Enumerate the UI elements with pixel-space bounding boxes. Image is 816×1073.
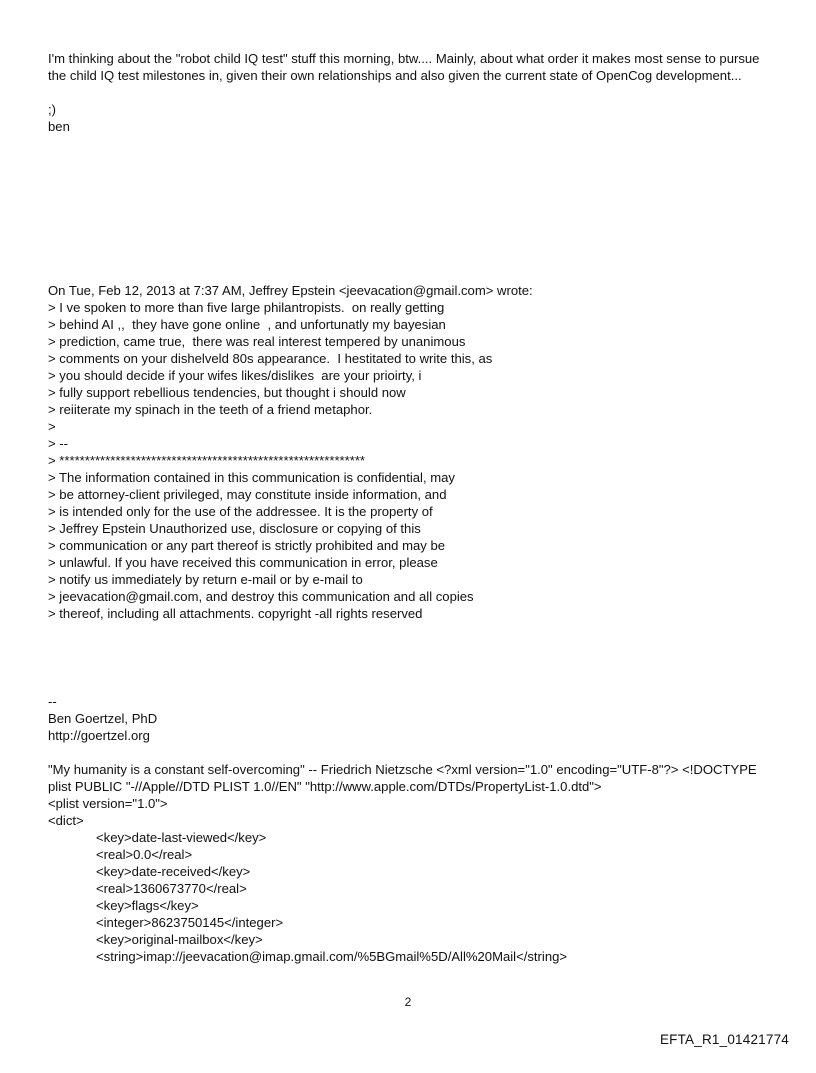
quoted-line: > is intended only for the use of the addressee. It is the property of [48,504,433,519]
quoted-line: > [48,419,56,434]
quoted-line: > comments on your dishelveld 80s appearance. I hestitated to write this, as [48,351,493,366]
wink-emoticon: ;) [48,102,56,117]
plist-entry: <key>original-mailbox</key> [96,932,263,947]
opening-section [48,50,778,135]
quoted-line: > you should decide if your wifes likes/dislikes are your prioirty, i [48,368,422,383]
quoted-line: > be attorney-client privileged, may constitute inside information, and [48,487,447,502]
quoted-line: > prediction, came true, there was real interest tempered by unanimous [48,334,466,349]
email-signature [48,693,778,744]
opening-paragraph: I'm thinking about the "robot child IQ test" stuff this morning, btw.... Mainly, about what order it makes most sense to pursue the child IQ test milestones in, given their own relationships and also given the current state of OpenCog development... [48,51,760,83]
page-number: 2 [404,995,412,1009]
blank-line [48,84,778,101]
quoted-line: > thereof, including all attachments. copyright -all rights reserved [48,606,423,621]
plist-entry: <key>date-received</key> [96,864,251,879]
nietzsche-quote-paragraph: "My humanity is a constant self-overcoming" -- Friedrich Nietzsche <?xml version="1.0" encoding="UTF-8"?> <!DOCTYPE plist PUBLIC "-//Apple//DTD PLIST 1.0//EN" "http://www.apple.com/DTDs/PropertyList-1.0.dtd"> [48,762,757,794]
quoted-line: > jeevacation@gmail.com, and destroy this communication and all copies [48,589,474,604]
plist-entry: <real>0.0</real> [96,847,193,862]
quoted-line: > behind AI ,, they have gone online , and unfortunatly my bayesian [48,317,446,332]
plist-entry: <key>date-last-viewed</key> [96,830,267,845]
dict-open-tag: <dict> [48,813,84,828]
quoted-line: > notify us immediately by return e-mail or by e-mail to [48,572,363,587]
quoted-message [48,282,778,622]
quoted-line: > Jeffrey Epstein Unauthorized use, disclosure or copying of this [48,521,421,536]
plist-entry: <string>imap://jeevacation@imap.gmail.com/%5BGmail%5D/All%20Mail</string> [96,949,568,964]
plist-open-tag: <plist version="1.0"> [48,796,168,811]
signature-separator: -- [48,694,57,709]
quoted-line: > communication or any part thereof is strictly prohibited and may be [48,538,446,553]
signature-url: http://goertzel.org [48,728,150,743]
signature-name: Ben Goertzel, PhD [48,711,158,726]
quote-and-plist [48,761,778,965]
plist-entry: <integer>8623750145</integer> [96,915,284,930]
quoted-line: > I ve spoken to more than five large philantropists. on really getting [48,300,445,315]
quoted-line: > reiiterate my spinach in the teeth of a friend metaphor. [48,402,373,417]
quoted-line: > ************************************************************ [48,453,366,468]
quoted-line: > unlawful. If you have received this communication in error, please [48,555,438,570]
quote-header: On Tue, Feb 12, 2013 at 7:37 AM, Jeffrey Epstein <jeevacation@gmail.com> wrote: [48,283,533,298]
document-id: EFTA_R1_01421774 [659,1032,789,1047]
quoted-line: > fully support rebellious tendencies, but thought i should now [48,385,406,400]
plist-entry: <key>flags</key> [96,898,199,913]
quoted-line: > The information contained in this communication is confidential, may [48,470,455,485]
sender-signoff: ben [48,119,70,134]
plist-entry: <real>1360673770</real> [96,881,247,896]
quoted-line: > -- [48,436,69,451]
